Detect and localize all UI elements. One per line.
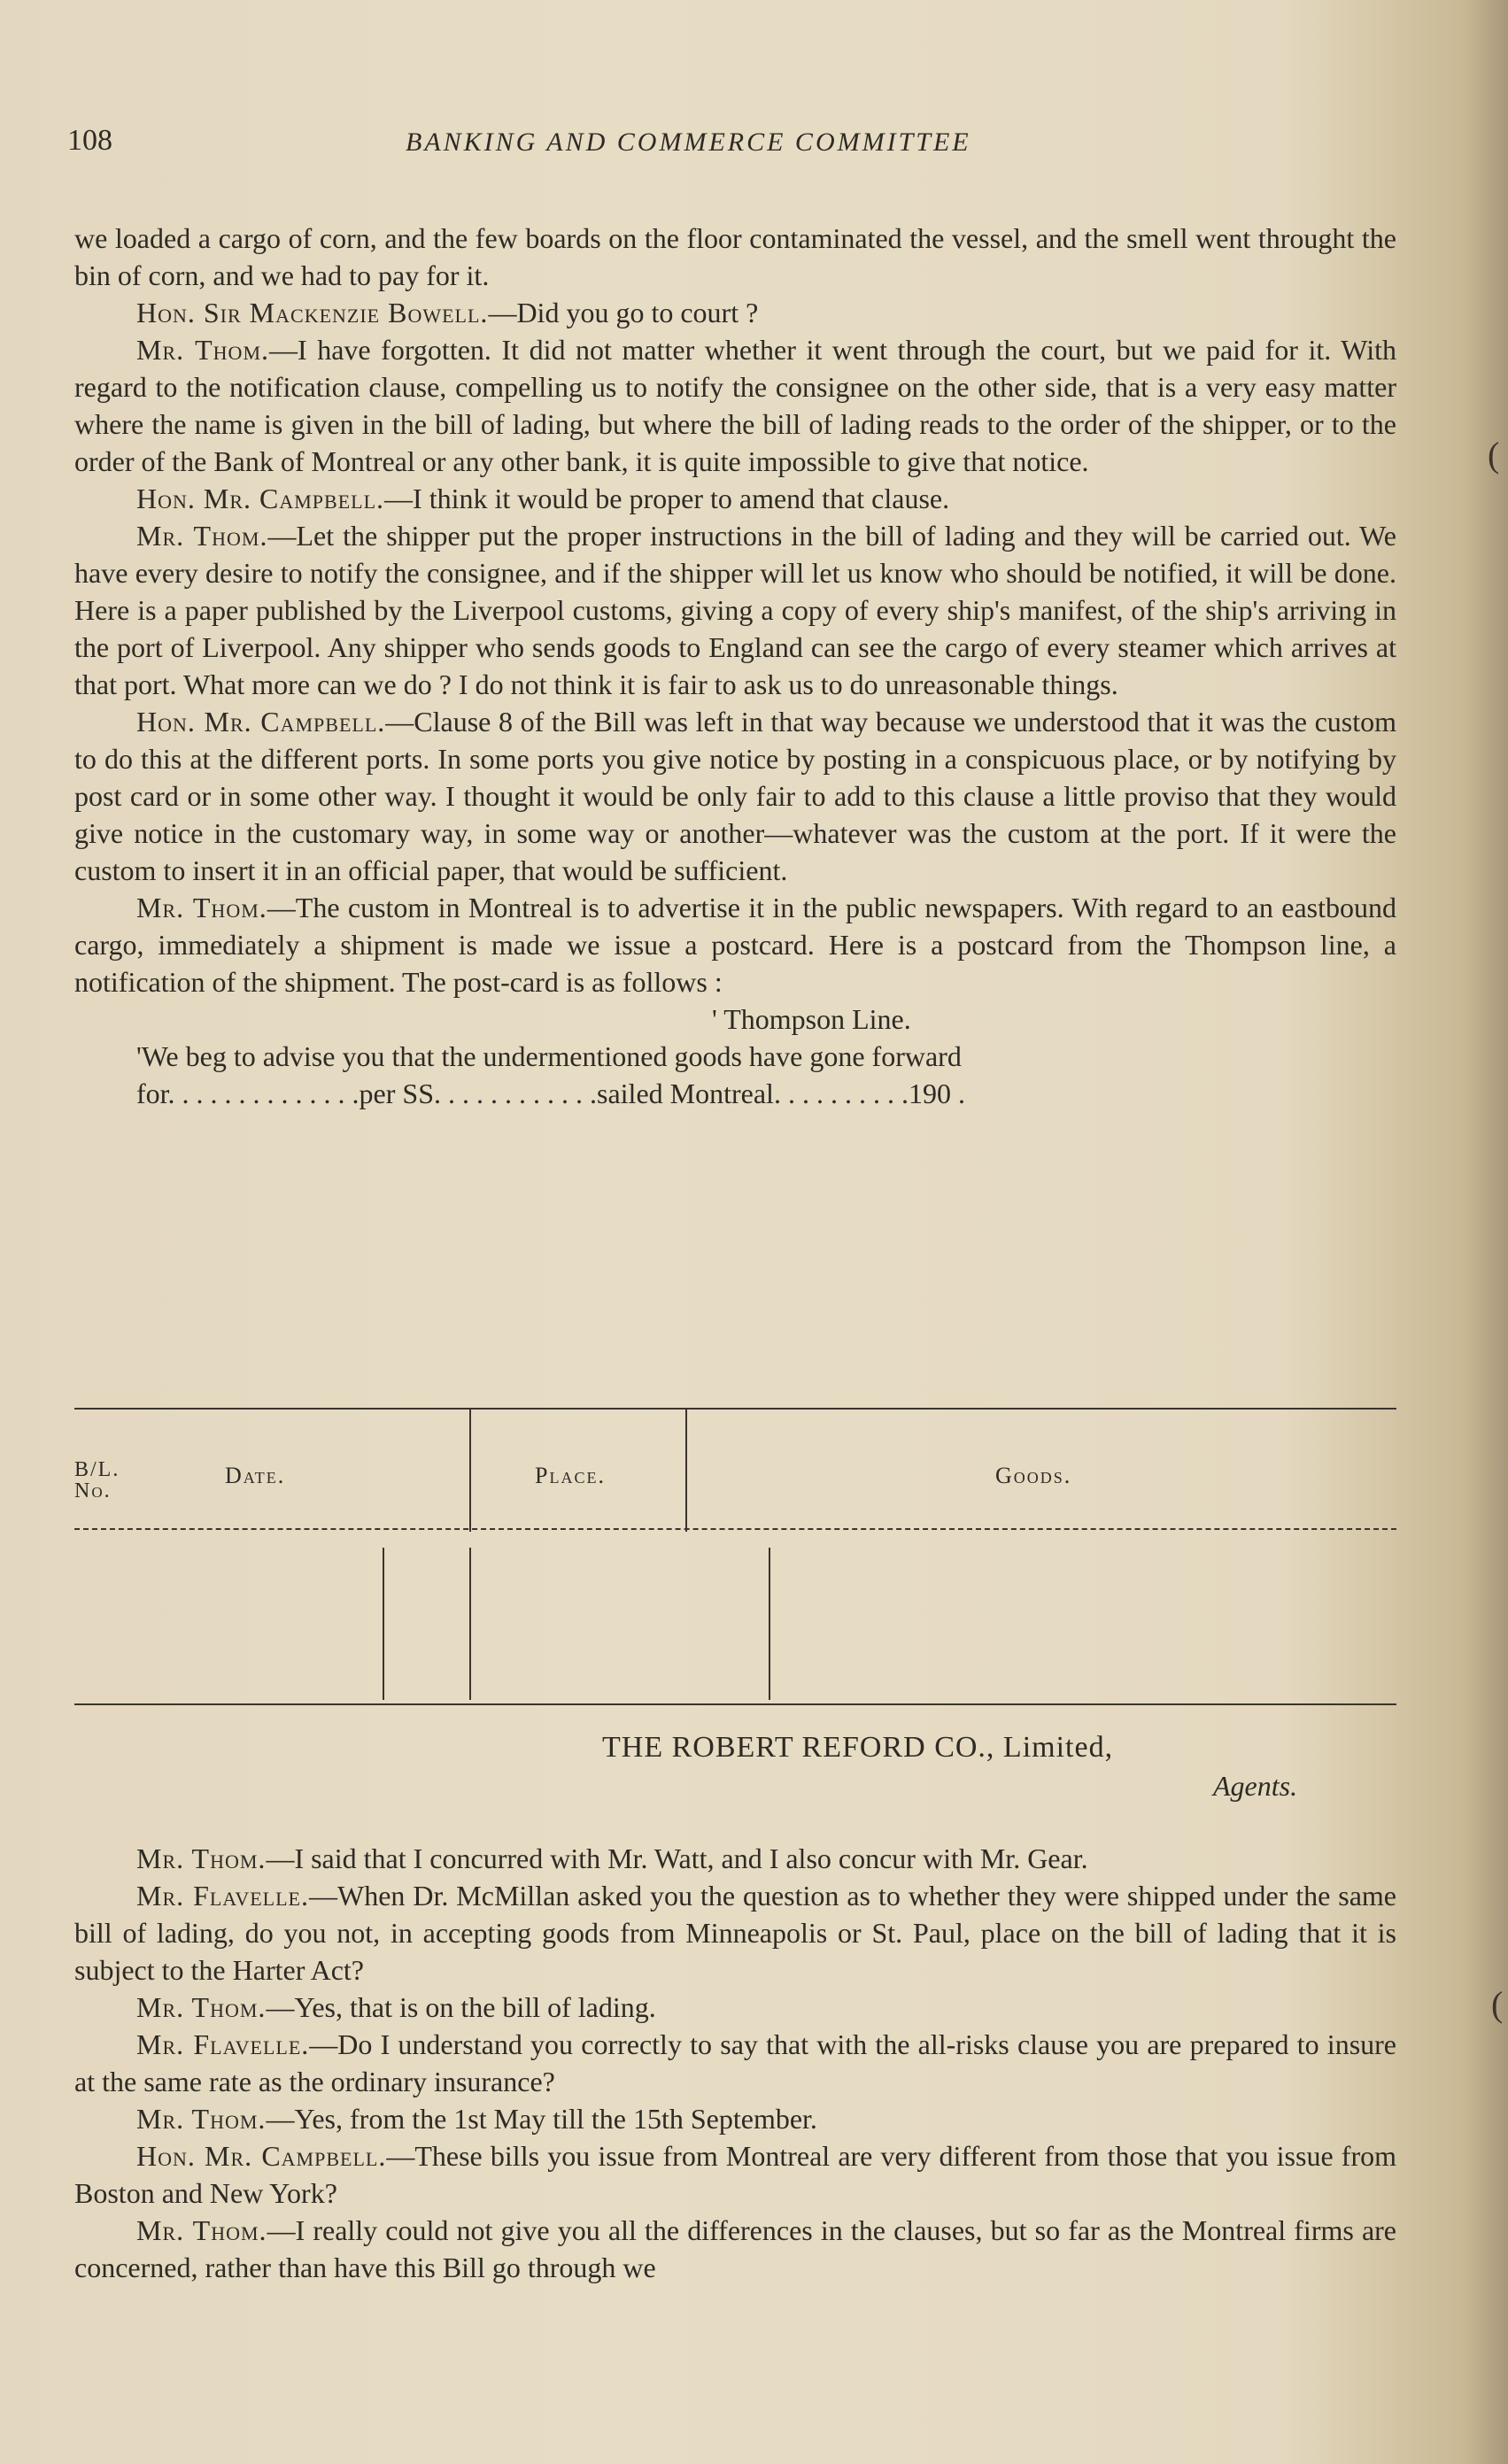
column-divider [685,1408,687,1532]
speaker: Hon. Mr. Campbell. [136,2140,387,2172]
col-date: Date. [225,1463,286,1488]
col-bl-no: B/L. No. [74,1458,120,1502]
column-divider [469,1548,471,1700]
paragraph: Mr. Thom.—Yes, from the 1st May till the 15th September. [136,2103,817,2135]
speaker: Mr. Thom. [136,1842,267,1874]
paragraph: Mr. Thom.—Let the shipper put the proper instructions in the bill of lading and they will be carried out. We have every desire to notify the consignee, and if the shipper will let us know who should be notified, it will be done. Here is a paper published by the Liverpool customs, giving a copy of every ship's manifest, of the ship's arriving in the port of Liverpool. Any shipper who sends goods to England can see the cargo of every steamer which arrives at that port. What more can we do ? I do not think it is fair to ask us to do unreasonable things. [74,520,1397,700]
signoff [0,1731,1508,1819]
firm-name: THE ROBERT REFORD CO., Limited, [602,1731,1114,1764]
col-goods: Goods. [995,1463,1072,1488]
speaker: Mr. Thom. [136,892,267,923]
margin-mark: ( [1491,1984,1504,2024]
speaker: Mr. Thom. [136,520,268,552]
postcard-form-table [74,1408,1396,1709]
speaker: Hon. Mr. Campbell. [136,706,386,738]
notice-line-2: for. . . . . . . . . . . . . .per SS. . . . . . . . . . . .sailed Montreal. . . . . . . . . .190 . [136,1078,965,1109]
speaker: Mr. Flavelle. [136,1880,309,1912]
speaker: Mr. Flavelle. [136,2028,310,2060]
page-header [0,124,1508,168]
paragraph: Mr. Thom.—I really could not give you all the differences in the clauses, but so far as the Montreal firms are concerned, rather than have this Bill go through we [74,2214,1397,2283]
margin-mark: ( [1488,435,1500,475]
speaker: Mr. Thom. [136,1991,267,2023]
body-text-top [74,220,1396,1112]
speaker: Mr. Thom. [136,2214,267,2246]
paragraph: Mr. Flavelle.—When Dr. McMillan asked you the question as to whether they were shipped under the same bill of lading, do you not, in accepting goods from Minneapolis or St. Paul, place on the bill of lading that it is subject to the Harter Act? [74,1880,1396,1986]
speaker: Hon. Mr. Campbell. [136,483,385,514]
paragraph: we loaded a cargo of corn, and the few boards on the floor contaminated the vessel, and the smell went throught the bin of corn, and we had to pay for it. [74,222,1396,291]
body-text-bottom [74,1840,1396,2286]
paragraph: Hon. Mr. Campbell.—I think it would be proper to amend that clause. [136,483,950,514]
page-number: 108 [67,124,112,157]
paragraph: Mr. Thom.—I said that I concurred with Mr. Watt, and I also concur with Mr. Gear. [136,1842,1088,1874]
table-bottom-rule [74,1703,1396,1705]
paragraph: Mr. Flavelle.—Do I understand you correctly to say that with the all-risks clause you are prepared to insure at the same rate as the ordinary insurance? [74,2028,1397,2097]
column-divider [469,1408,471,1532]
paragraph: Hon. Mr. Campbell.—These bills you issue from Montreal are very different from those that you issue from Boston and New York? [74,2140,1396,2209]
column-divider [769,1548,770,1700]
running-head: BANKING AND COMMERCE COMMITTEE [406,127,971,157]
notice-heading: ' Thompson Line. [712,1003,911,1035]
paragraph: Mr. Thom.—The custom in Montreal is to advertise it in the public newspapers. With regard to an eastbound cargo, immediately a shipment is made we issue a postcard. Here is a postcard from the Thompson line, a notification of the shipment. The post-card is as follows : [74,892,1397,998]
paragraph: Hon. Sir Mackenzie Bowell.—Did you go to court ? [136,297,759,328]
paragraph: Mr. Thom.—Yes, that is on the bill of lading. [136,1991,656,2023]
notice-line-1: 'We beg to advise you that the undermentioned goods have gone forward [136,1040,962,1072]
speaker: Mr. Thom. [136,2103,267,2135]
agents-label: Agents. [1213,1770,1298,1802]
col-place: Place. [535,1463,606,1488]
column-divider [383,1548,384,1700]
paragraph: Hon. Mr. Campbell.—Clause 8 of the Bill was left in that way because we understood that it was the custom to do this at the different ports. In some ports you give notice by posting in a conspicuous place, or by notifying by post card or in some other way. I thought it would be only fair to add to this clause a little proviso that they would give notice in the customary way, in some way or another—whatever was the custom at the port. If it were the custom to insert it in an official paper, that would be sufficient. [74,706,1397,886]
speaker: Hon. Sir Mackenzie Bowell. [136,297,489,328]
table-top-rule [74,1408,1396,1410]
speaker: Mr. Thom. [136,334,269,366]
paragraph: Mr. Thom.—I have forgotten. It did not matter whether it went through the court, but we paid for it. With regard to the notification clause, compelling us to notify the consignee on the other side, that is a very easy matter where the name is given in the bill of lading, but where the bill of lading reads to the order of the shipper, or to the order of the Bank of Montreal or any other bank, it is quite impossible to give that notice. [74,334,1396,477]
header-rule [74,1528,1396,1530]
